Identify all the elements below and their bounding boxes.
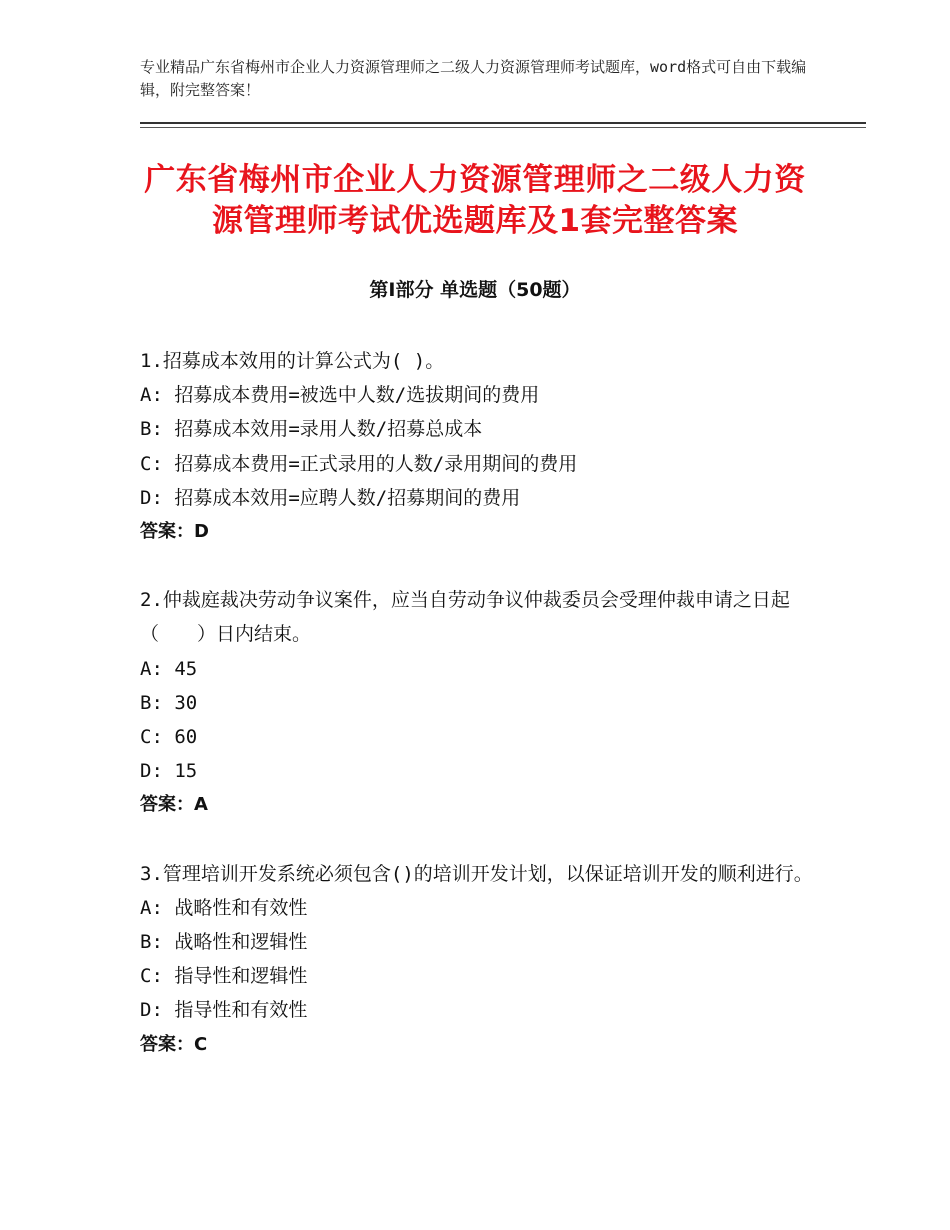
header-rule-thin bbox=[140, 127, 866, 128]
option-a: A: 战略性和有效性 bbox=[140, 896, 308, 919]
question-stem: 1.招募成本效用的计算公式为( )。 bbox=[140, 350, 445, 372]
option-c: C: 60 bbox=[140, 726, 198, 749]
question-stem: 2.仲裁庭裁决劳动争议案件，应当自劳动争议仲裁委员会受理仲裁申请之日起（ ）日内结束。 bbox=[140, 589, 790, 646]
option-c: C: 指导性和逻辑性 bbox=[140, 965, 308, 988]
option-d: D: 招募成本效用=应聘人数/招募期间的费用 bbox=[140, 486, 521, 509]
question-list bbox=[140, 344, 820, 1096]
option-b: B: 战略性和逻辑性 bbox=[140, 931, 308, 954]
header-rule-thick bbox=[140, 122, 866, 124]
answer: 答案：A bbox=[140, 794, 208, 816]
option-c: C: 招募成本费用=正式录用的人数/录用期间的费用 bbox=[140, 452, 578, 475]
header-note: 专业精品广东省梅州市企业人力资源管理师之二级人力资源管理师考试题库，word格式可自由下载编辑，附完整答案！ bbox=[140, 58, 807, 99]
question-2 bbox=[140, 583, 820, 822]
option-a: A: 招募成本费用=被选中人数/选拔期间的费用 bbox=[140, 384, 540, 407]
question-1 bbox=[140, 344, 820, 549]
section-title: 第Ⅰ部分 单选题（50题） bbox=[369, 279, 581, 301]
option-d: D: 15 bbox=[140, 760, 198, 783]
option-a: A: 45 bbox=[140, 657, 198, 680]
document-title: 广东省梅州市企业人力资源管理师之二级人力资源管理师考试优选题库及1套完整答案 bbox=[144, 162, 806, 239]
question-stem: 3.管理培训开发系统必须包含()的培训开发计划，以保证培训开发的顺利进行。 bbox=[140, 862, 813, 885]
option-b: B: 招募成本效用=录用人数/招募总成本 bbox=[140, 418, 483, 441]
option-d: D: 指导性和有效性 bbox=[140, 999, 308, 1022]
answer: 答案：C bbox=[140, 1033, 208, 1055]
answer: 答案：D bbox=[140, 521, 209, 543]
option-b: B: 30 bbox=[140, 691, 198, 714]
question-3 bbox=[140, 857, 820, 1062]
